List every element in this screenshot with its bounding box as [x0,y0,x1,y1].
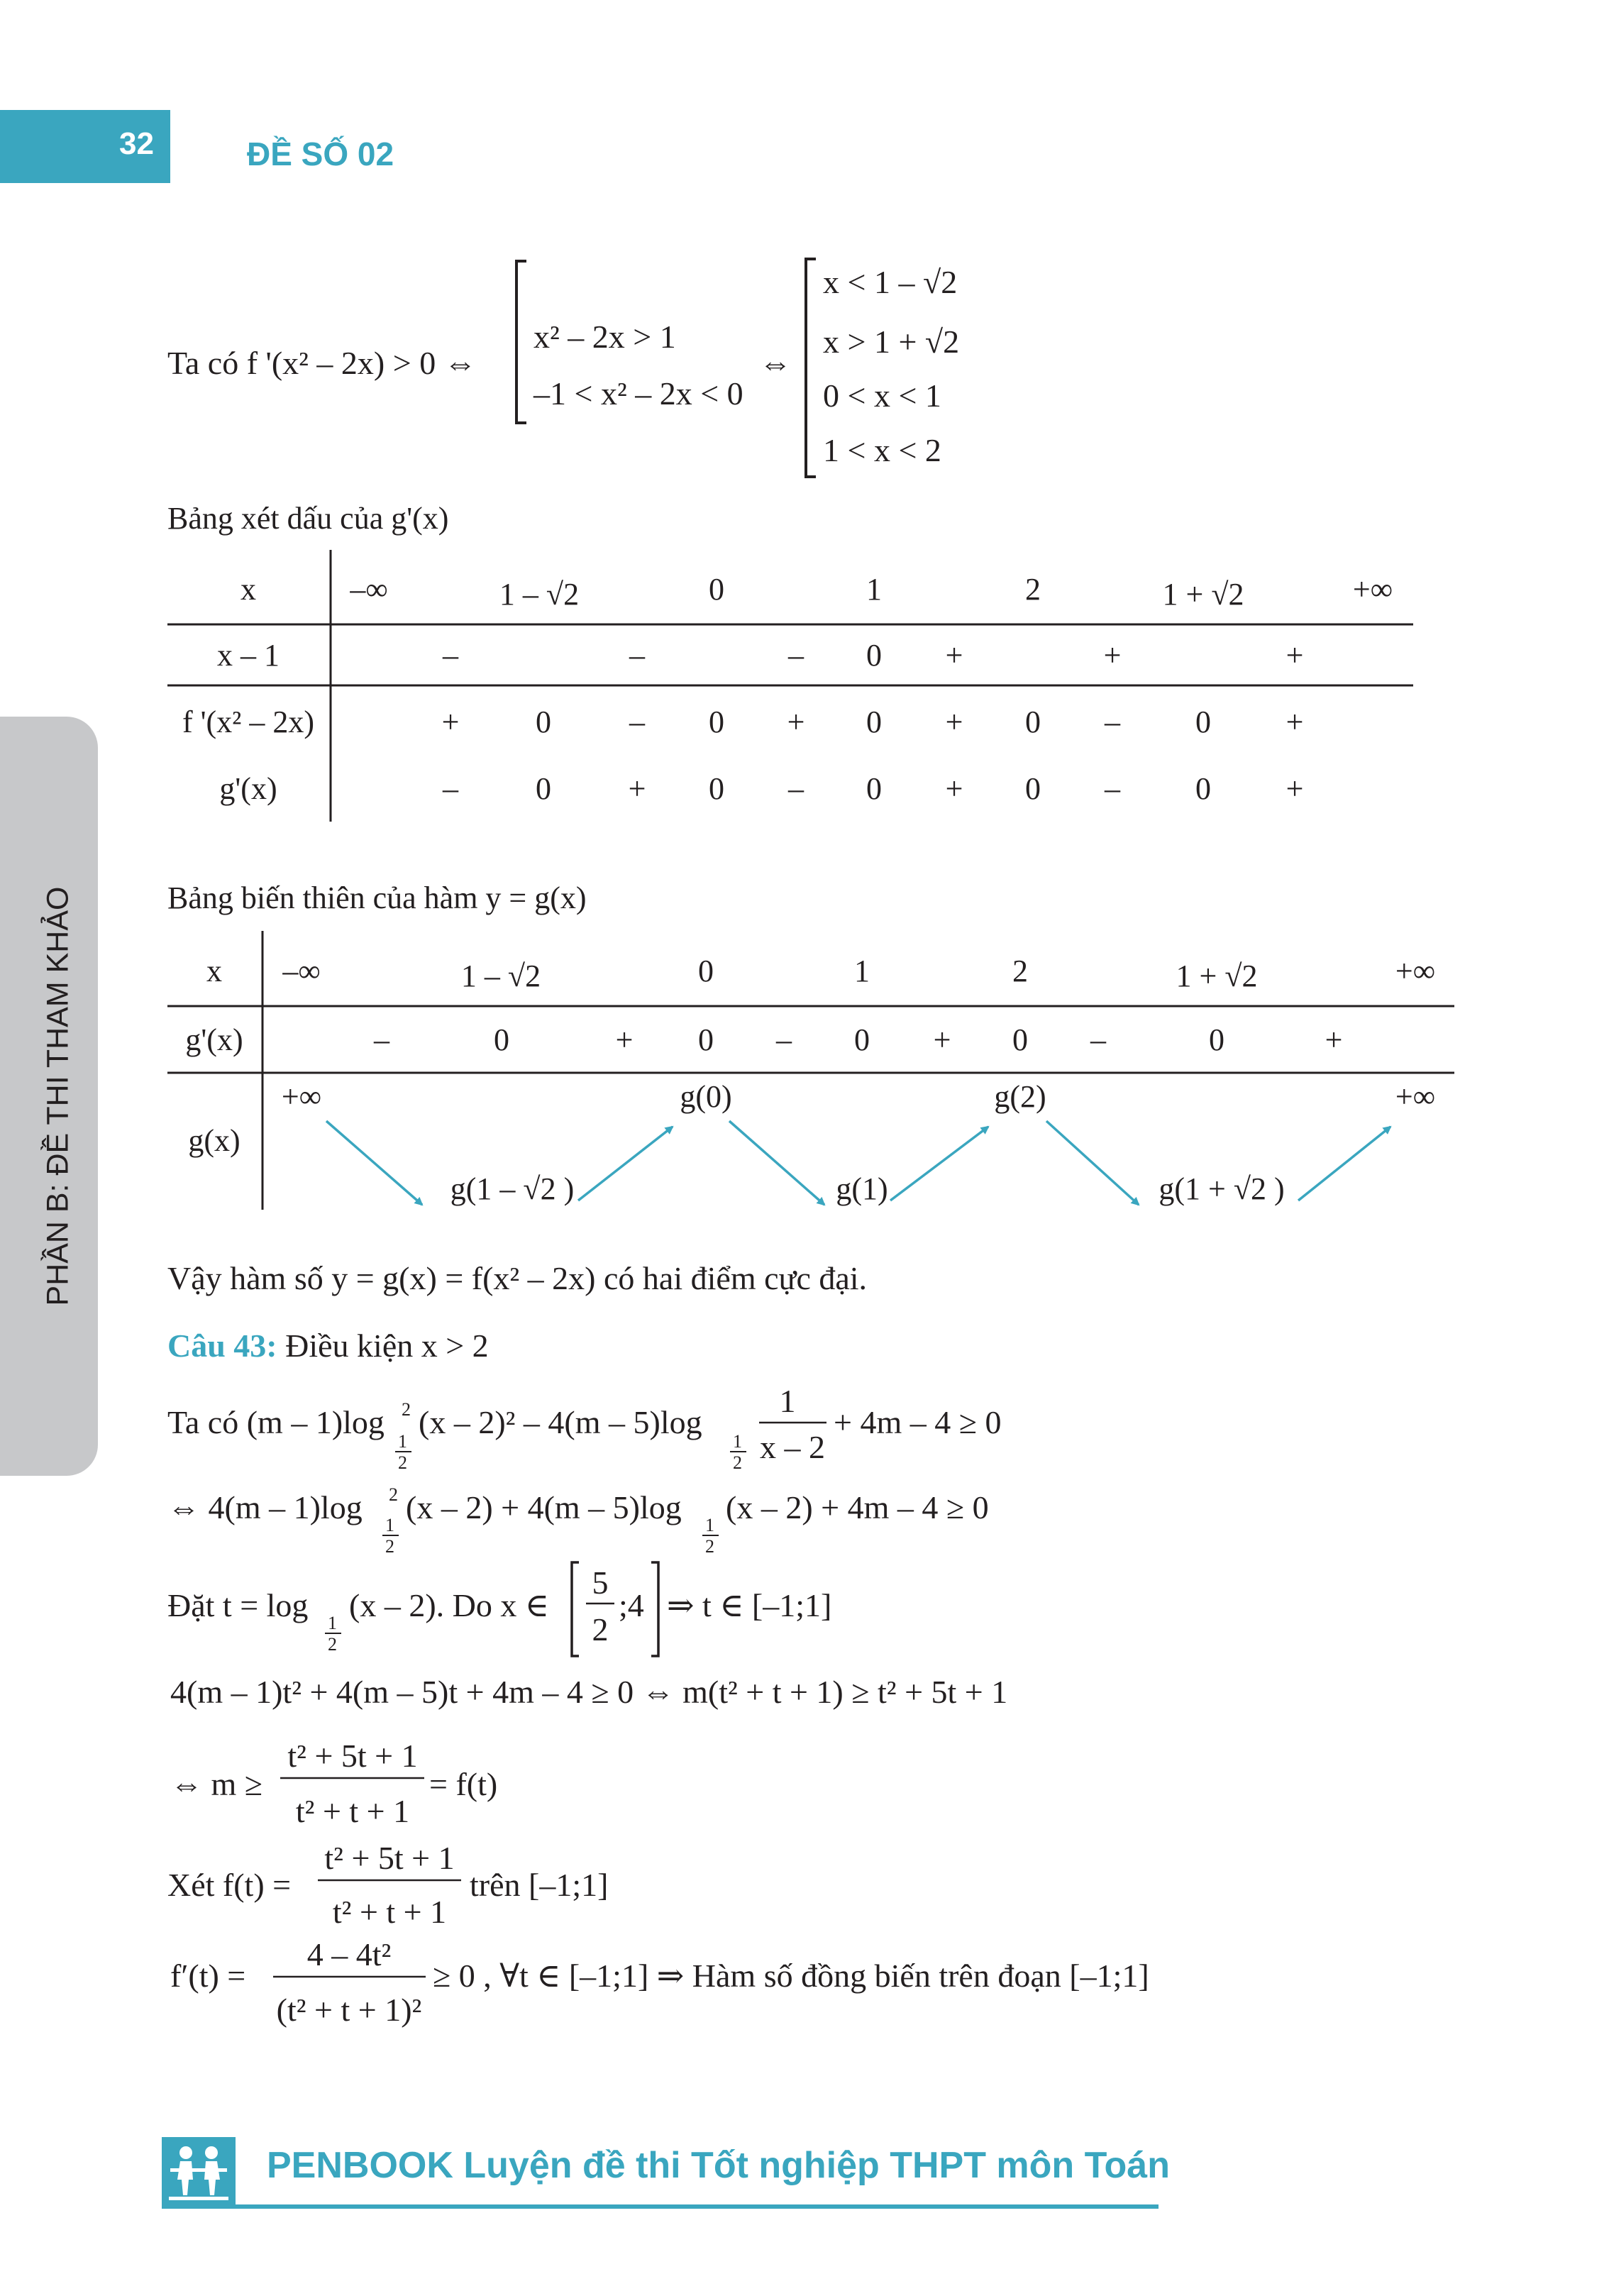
cau-43 [167,1328,1149,2028]
svg-text:1 – √2: 1 – √2 [499,577,580,612]
svg-text:+: + [1325,1022,1343,1057]
svg-text:0: 0 [866,638,882,673]
svg-text:Câu 43: Điều kiện x > 2: Câu 43: Điều kiện x > 2 [167,1328,489,1364]
svg-text:1: 1 [866,572,882,607]
svg-text:+: + [1285,638,1304,673]
svg-text:0: 0 [709,572,724,607]
svg-text:0: 0 [709,771,724,806]
svg-text:0: 0 [866,705,882,739]
svg-text:⇔: ⇔ [759,345,792,381]
svg-text:+: + [945,771,963,806]
svg-text:0: 0 [698,954,714,988]
svg-text:g(1 – √2 ): g(1 – √2 ) [450,1171,575,1206]
svg-text:+: + [945,705,963,739]
svg-text:1: 1 [854,954,870,988]
svg-text:+: + [441,705,460,739]
svg-text:1 + √2: 1 + √2 [1162,577,1244,612]
svg-text:–: – [443,638,458,673]
svg-text:1: 1 [328,1613,337,1633]
svg-text:0: 0 [854,1022,870,1057]
svg-text:1 – √2: 1 – √2 [460,959,541,993]
svg-text:g(2): g(2) [994,1079,1046,1114]
svg-text:+: + [933,1022,951,1057]
svg-text:–: – [443,771,458,806]
svg-text:–∞: –∞ [350,572,388,607]
svg-text:g(0): g(0) [680,1079,732,1114]
svg-text:trên [–1;1]: trên [–1;1] [470,1867,609,1903]
svg-text:t² + 5t + 1: t² + 5t + 1 [324,1840,455,1876]
svg-text:2: 2 [389,1484,398,1505]
svg-text:f '(x² – 2x): f '(x² – 2x) [182,705,315,739]
svg-text:+: + [787,705,805,739]
svg-text:–: – [1105,771,1120,806]
intro-block [167,259,959,477]
svg-text:1: 1 [385,1515,394,1535]
section-title: ĐỀ SỐ 02 [247,136,394,172]
svg-text:+: + [615,1022,634,1057]
svg-text:= f(t): = f(t) [429,1766,498,1802]
svg-text:0: 0 [494,1022,509,1057]
svg-text:+: + [945,638,963,673]
svg-text:–: – [1090,1022,1106,1057]
svg-text:t² + t + 1: t² + t + 1 [295,1793,410,1829]
svg-text:x – 1: x – 1 [217,638,280,673]
svg-text:–: – [374,1022,389,1057]
svg-text:x² – 2x > 1: x² – 2x > 1 [533,319,676,355]
svg-text:g(1): g(1) [836,1171,888,1206]
svg-text:g(1 + √2 ): g(1 + √2 ) [1159,1171,1285,1206]
svg-text:x: x [240,572,256,607]
svg-text:(x – 2) + 4m – 4 ≥ 0: (x – 2) + 4m – 4 ≥ 0 [726,1489,989,1525]
svg-text:0: 0 [1012,1022,1028,1057]
svg-text:Vậy hàm số y = g(x) = f(x² –: Vậy hàm số y = g(x) = f(x² – 2x) có hai điểm cực đại. [167,1260,868,1296]
svg-text:(x – 2) + 4(m – 5)log: (x – 2) + 4(m – 5)log [406,1489,682,1525]
svg-text:1: 1 [398,1431,407,1452]
svg-text:1 < x < 2: 1 < x < 2 [823,432,941,468]
svg-text:x – 2: x – 2 [760,1429,825,1465]
svg-text:+∞: +∞ [281,1079,322,1114]
svg-text:g'(x): g'(x) [219,771,277,806]
svg-text:0 < x < 1: 0 < x < 1 [823,377,941,414]
svg-text:4(m – 1)t² + 4(m – 5)t + 4m –: 4(m – 1)t² + 4(m – 5)t + 4m – 4 ≥ 0 ⇔ m(t² + t + 1) ≥ t² + 5t + 1 [170,1674,1008,1710]
svg-text:(x – 2)² – 4(m – 5)log: (x – 2)² – 4(m – 5)log [419,1404,702,1440]
svg-text:⇒ t ∈ [–1;1]: ⇒ t ∈ [–1;1] [667,1587,832,1623]
svg-text:;4: ;4 [619,1587,644,1623]
svg-text:+∞: +∞ [1395,954,1436,988]
svg-text:2: 2 [733,1452,742,1473]
svg-text:g'(x): g'(x) [185,1022,243,1057]
people-icon [162,2137,236,2205]
svg-text:0: 0 [536,705,551,739]
footer-title: PENBOOK Luyện đề thi Tốt nghiệp THPT môn Toán [267,2145,1170,2186]
svg-text:2: 2 [1012,954,1028,988]
sign-table [167,501,1413,822]
svg-text:g(x): g(x) [188,1123,240,1158]
svg-text:2: 2 [592,1611,609,1648]
conclusion [167,1260,867,1296]
svg-text:2: 2 [705,1536,714,1557]
svg-text:x > 1 + √2: x > 1 + √2 [823,324,960,360]
svg-text:f′(t) =: f′(t) = [170,1958,246,1994]
variation-table [167,881,1454,1210]
svg-text:Đặt t = log: Đặt t = log [167,1587,309,1623]
svg-text:(t² + t + 1)²: (t² + t + 1)² [276,1992,422,2028]
svg-text:–1 < x² – 2x < 0: –1 < x² – 2x < 0 [533,375,743,412]
page-number: 32 [119,126,154,161]
svg-text:1: 1 [779,1383,796,1419]
svg-text:–: – [788,638,804,673]
svg-text:–∞: –∞ [282,954,321,988]
svg-text:⇔ 4(m – 1)log: ⇔ 4(m – 1)log [167,1489,363,1525]
svg-text:0: 0 [1209,1022,1224,1057]
svg-text:–: – [776,1022,792,1057]
svg-text:x < 1 – √2: x < 1 – √2 [823,264,958,300]
sign-table-caption: Bảng xét dấu của g'(x) [167,501,449,536]
svg-text:2: 2 [1025,572,1041,607]
svg-text:0: 0 [1025,771,1041,806]
svg-text:0: 0 [1195,705,1211,739]
svg-text:+∞: +∞ [1395,1079,1436,1114]
svg-text:0: 0 [709,705,724,739]
svg-text:x: x [206,954,222,988]
svg-text:0: 0 [866,771,882,806]
svg-text:1: 1 [705,1515,714,1535]
svg-text:+: + [1103,638,1122,673]
svg-text:–: – [629,705,645,739]
svg-text:+: + [628,771,646,806]
svg-text:Ta có (m – 1)log: Ta có (m – 1)log [167,1404,385,1440]
svg-text:0: 0 [536,771,551,806]
svg-text:+: + [1285,705,1304,739]
svg-text:–: – [788,771,804,806]
footer-divider [162,2204,1159,2209]
svg-text:5: 5 [592,1564,609,1601]
svg-text:Xét f(t) =: Xét f(t) = [167,1867,292,1903]
svg-text:+: + [1285,771,1304,806]
svg-text:2: 2 [385,1536,394,1557]
svg-text:2: 2 [398,1452,407,1473]
svg-text:Ta có f '(x² – 2x) > 0 ⇔: Ta có f '(x² – 2x) > 0 ⇔ [167,345,477,381]
svg-text:2: 2 [328,1634,337,1655]
svg-text:4 – 4t²: 4 – 4t² [306,1936,392,1972]
svg-text:2: 2 [402,1399,411,1420]
svg-text:–: – [1105,705,1120,739]
svg-text:≥ 0 , ∀t ∈ [–1;1] ⇒ Hàm số đồ: ≥ 0 , ∀t ∈ [–1;1] ⇒ Hàm số đồng biến trên đoạn [–1;1] [433,1958,1149,1994]
svg-text:(x – 2). Do x ∈: (x – 2). Do x ∈ [349,1587,549,1623]
cau-43-title: Câu 43: [167,1328,277,1364]
svg-text:+ 4m – 4 ≥ 0: + 4m – 4 ≥ 0 [834,1404,1002,1440]
variation-table-caption: Bảng biến thiên của hàm y = g(x) [167,881,587,915]
svg-text:+∞: +∞ [1352,572,1393,607]
side-tab-label: PHẦN B: ĐỀ THI THAM KHẢO [40,886,75,1306]
svg-text:0: 0 [1025,705,1041,739]
svg-text:1: 1 [733,1431,742,1452]
svg-text:–: – [629,638,645,673]
svg-text:⇔ m ≥: ⇔ m ≥ [170,1766,263,1802]
svg-text:t² + 5t + 1: t² + 5t + 1 [287,1738,418,1774]
svg-text:0: 0 [698,1022,714,1057]
svg-text:t² + t + 1: t² + t + 1 [332,1894,447,1930]
svg-text:0: 0 [1195,771,1211,806]
svg-text:1 + √2: 1 + √2 [1176,959,1258,993]
